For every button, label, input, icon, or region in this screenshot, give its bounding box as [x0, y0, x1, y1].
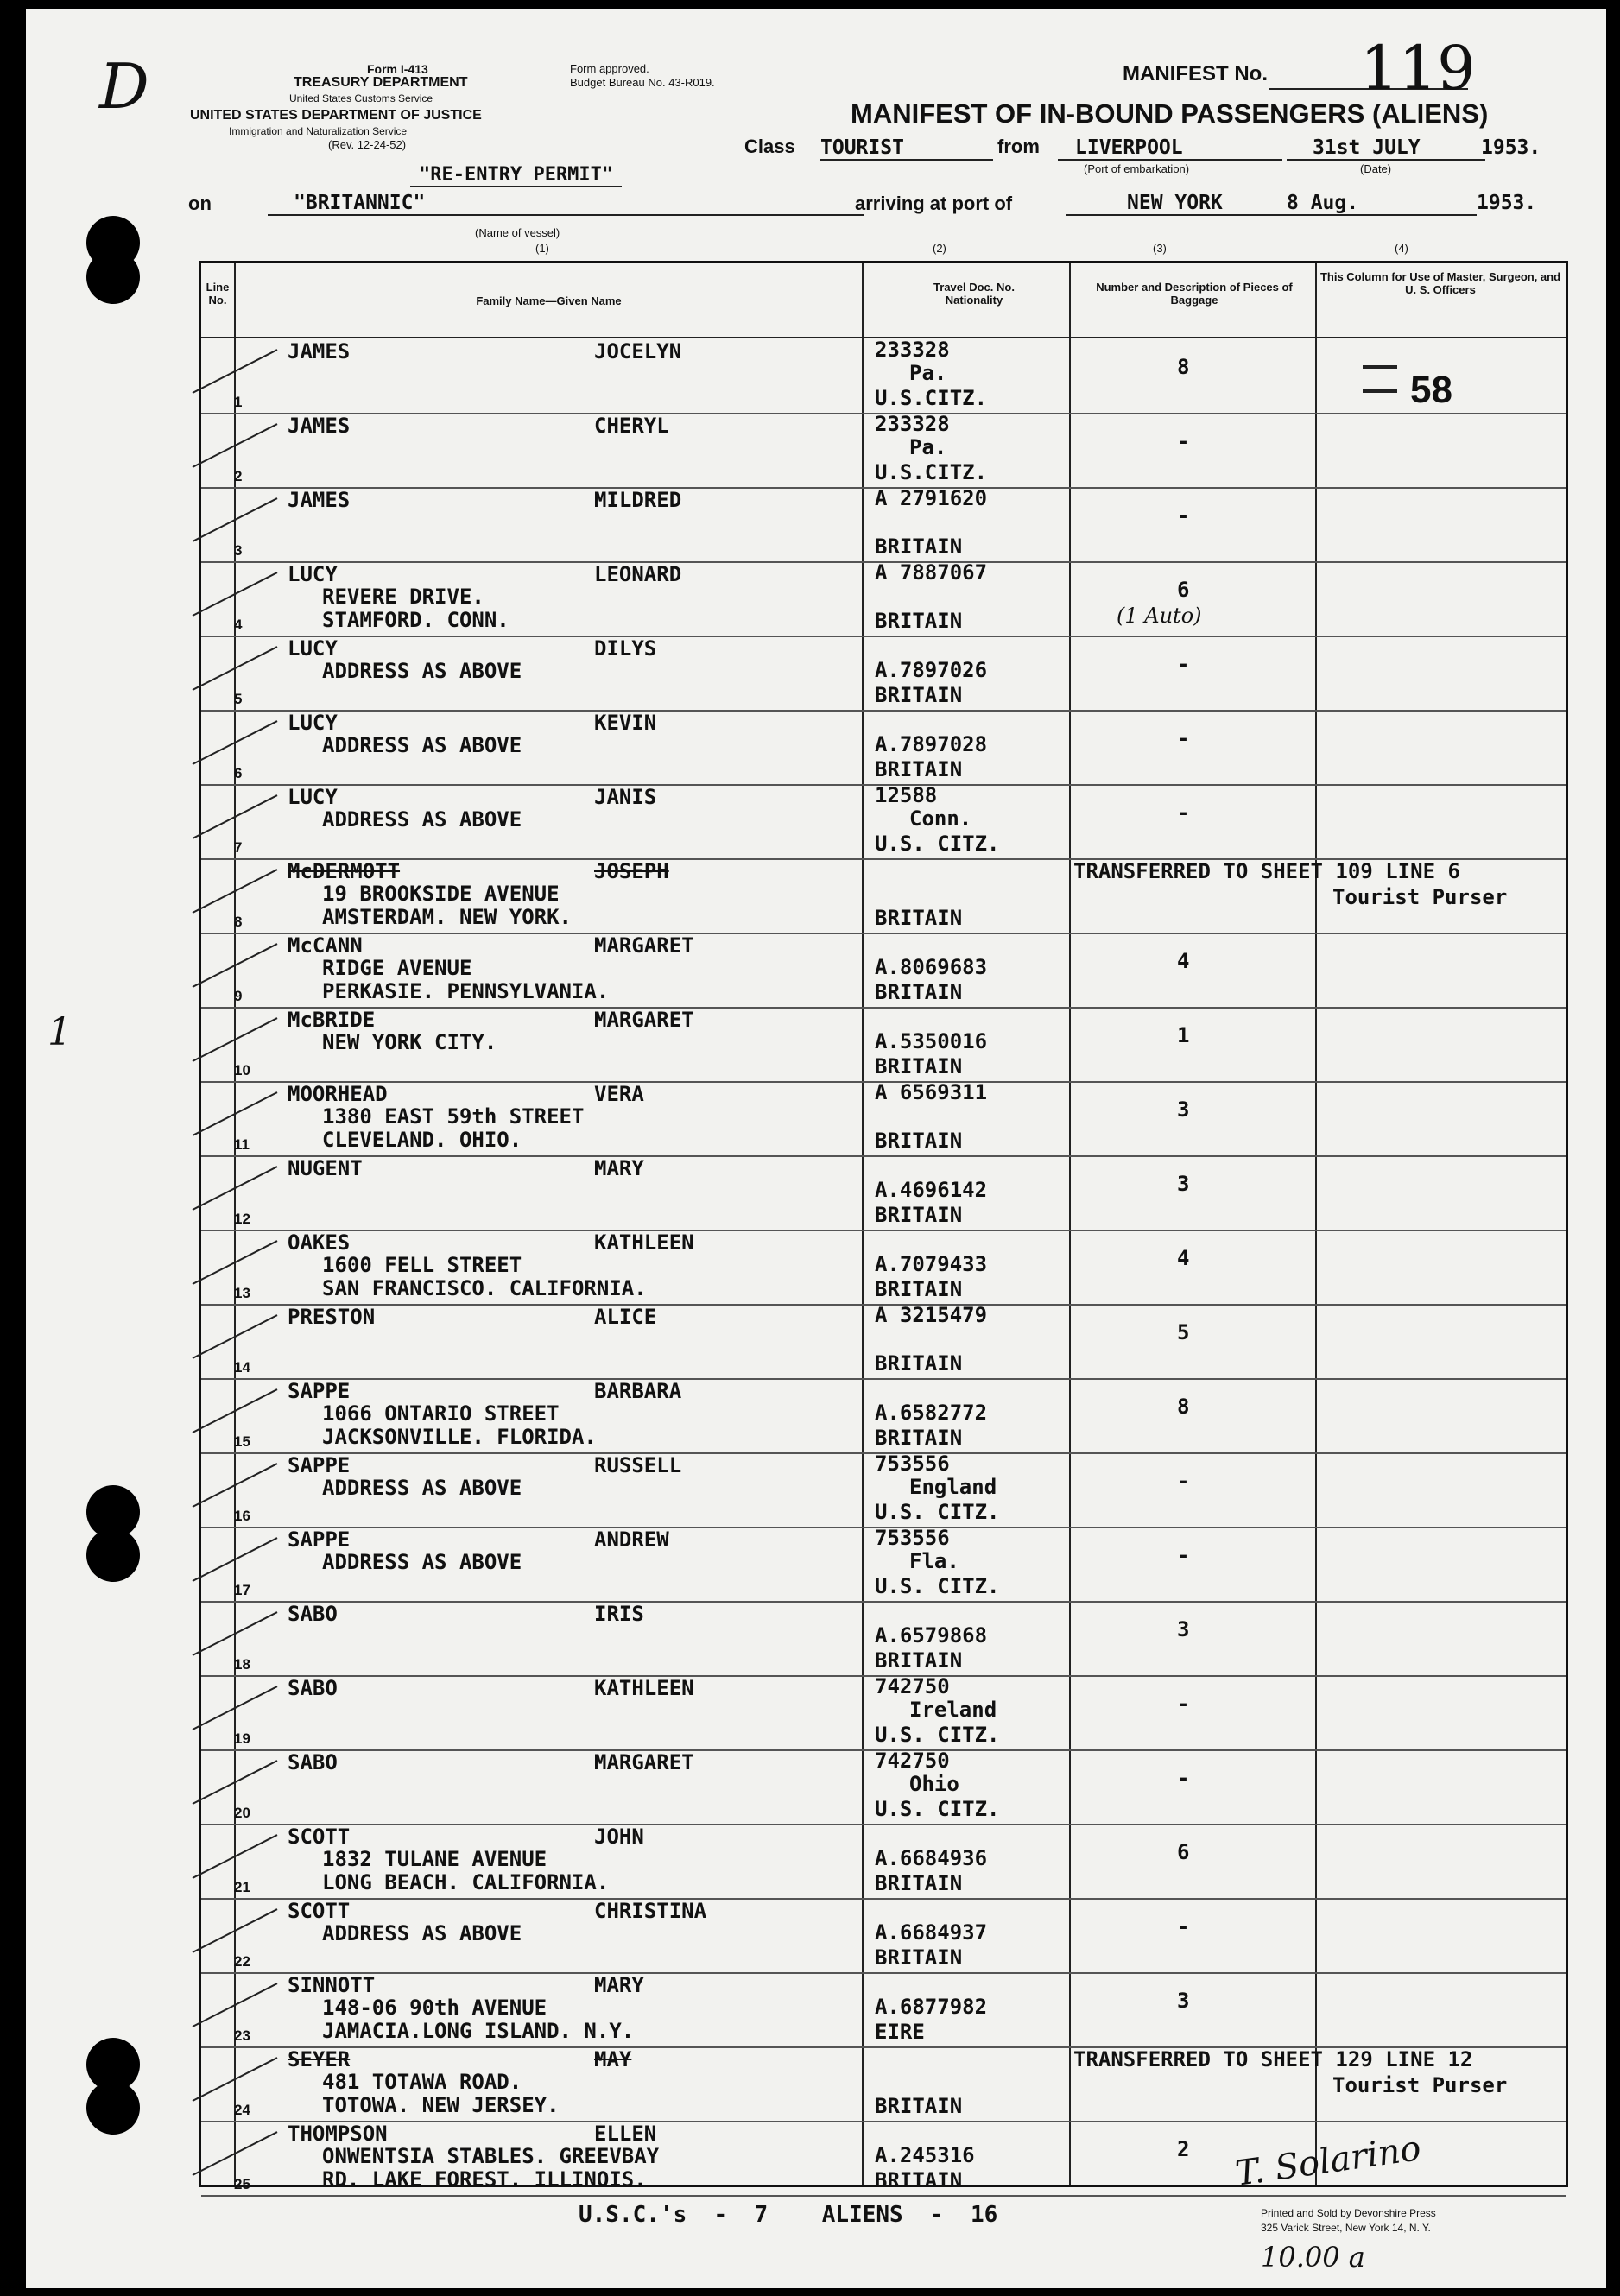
given-name: ALICE	[594, 1305, 657, 1329]
travel-doc-detail: A.6877982	[875, 1995, 988, 2019]
travel-doc-detail: A.6684937	[875, 1920, 988, 1945]
travel-doc-number: 753556	[875, 1526, 950, 1550]
table-row	[201, 1972, 1566, 2048]
family-name: JAMES	[288, 339, 351, 364]
family-name: SCOTT	[288, 1825, 351, 1849]
header-baggage: Number and Description of Pieces of Baggage	[1096, 281, 1293, 307]
check-tick	[193, 794, 278, 839]
travel-doc-detail: Fla.	[909, 1549, 959, 1573]
address-line-1: ADDRESS AS ABOVE	[322, 807, 522, 832]
check-tick	[193, 423, 278, 468]
left-margin-mark: 1	[47, 1010, 72, 1054]
travel-doc-number: A 3215479	[875, 1303, 988, 1327]
address-line-2: RD. LAKE FOREST. ILLINOIS.	[322, 2167, 647, 2192]
table-row	[201, 1304, 1566, 1380]
family-name: SAPPE	[288, 1528, 351, 1552]
table-row	[201, 1155, 1566, 1231]
year-2: 1953.	[1477, 192, 1537, 214]
check-tick	[193, 1463, 278, 1508]
family-name: SCOTT	[288, 1899, 351, 1923]
baggage-count: 3	[1177, 1097, 1190, 1122]
baggage-count: -	[1177, 726, 1190, 750]
baggage-count: -	[1177, 652, 1190, 676]
family-name: THOMPSON	[288, 2122, 388, 2146]
table-row	[201, 1378, 1566, 1454]
baggage-count: -	[1177, 1692, 1190, 1716]
nationality: U.S. CITZ.	[875, 1723, 1000, 1747]
nationality: BRITAIN	[875, 1351, 963, 1376]
table-row	[201, 1527, 1566, 1603]
date-caption: (Date)	[1360, 162, 1392, 175]
nationality: U.S. CITZ.	[875, 1797, 1000, 1821]
given-name: CHERYL	[594, 414, 669, 438]
address-line-1: 1832 TULANE AVENUE	[322, 1847, 547, 1871]
travel-doc-detail: A.7897028	[875, 732, 988, 756]
line-number: 21	[234, 1879, 250, 1895]
given-name: DILYS	[594, 636, 657, 661]
travel-doc-number: A 7887067	[875, 560, 988, 585]
line-number: 18	[234, 1656, 250, 1673]
travel-doc-detail: Ireland	[909, 1698, 997, 1722]
given-name: JOHN	[594, 1825, 644, 1849]
family-name: McCANN	[288, 933, 363, 958]
address-line-1: RIDGE AVENUE	[322, 956, 472, 980]
baggage-count: -	[1177, 1766, 1190, 1790]
address-line-1: ADDRESS AS ABOVE	[322, 1476, 522, 1500]
col-number-4: (4)	[1395, 242, 1408, 255]
travel-doc-detail: A.6582772	[875, 1401, 988, 1425]
table-row	[201, 1081, 1566, 1157]
given-name: ANDREW	[594, 1528, 669, 1552]
family-name: SEYER	[288, 2047, 351, 2071]
table-row	[201, 1675, 1566, 1751]
nationality: U.S. CITZ.	[875, 1500, 1000, 1524]
on-label: on	[188, 193, 212, 214]
address-line-1: NEW YORK CITY.	[322, 1030, 497, 1054]
travel-doc-detail: Pa.	[909, 435, 947, 459]
check-tick	[193, 2057, 278, 2102]
line-number: 15	[234, 1433, 250, 1450]
header-name: Family Name—Given Name	[476, 294, 622, 307]
address-line-1: ADDRESS AS ABOVE	[322, 1550, 522, 1574]
travel-doc-number: 753556	[875, 1452, 950, 1476]
check-tick	[193, 1834, 278, 1879]
family-name: JAMES	[288, 488, 351, 512]
nationality: BRITAIN	[875, 906, 963, 930]
family-name: SABO	[288, 1676, 338, 1700]
check-tick	[193, 646, 278, 691]
travel-doc-number: 12588	[875, 783, 938, 807]
given-name: ELLEN	[594, 2122, 657, 2146]
address-line-2: SAN FRANCISCO. CALIFORNIA.	[322, 1276, 647, 1300]
check-tick	[193, 497, 278, 542]
totals-footer: U.S.C.'s - 7 ALIENS - 16	[579, 2202, 998, 2228]
table-row	[201, 1452, 1566, 1528]
table-row	[201, 1230, 1566, 1306]
form-approved: Form approved.	[570, 62, 649, 75]
nationality: BRITAIN	[875, 683, 963, 707]
line-number: 2	[234, 468, 243, 484]
printer-name: Printed and Sold by Devonshire Press	[1261, 2207, 1436, 2219]
line-number: 12	[234, 1211, 250, 1227]
manifest-number: 119	[1360, 33, 1476, 104]
address-line-2: AMSTERDAM. NEW YORK.	[322, 905, 572, 929]
check-tick	[193, 1611, 278, 1656]
line-number: 25	[234, 2176, 250, 2192]
manifest-page	[26, 9, 1606, 2288]
nationality: BRITAIN	[875, 1648, 963, 1673]
family-name: LUCY	[288, 785, 338, 809]
line-number: 13	[234, 1285, 250, 1301]
table-row	[201, 1601, 1566, 1677]
address-line-1: 1066 ONTARIO STREET	[322, 1401, 560, 1426]
family-name: SAPPE	[288, 1453, 351, 1477]
baggage-count: -	[1177, 1543, 1190, 1567]
baggage-count: 1	[1177, 1023, 1190, 1047]
travel-doc-number: A 6569311	[875, 1080, 988, 1104]
check-tick	[193, 720, 278, 765]
travel-doc-number: 233328	[875, 338, 950, 362]
line-number: 10	[234, 1062, 250, 1078]
table-row	[201, 487, 1566, 563]
address-line-1: 481 TOTAWA ROAD.	[322, 2070, 522, 2094]
given-name: CHRISTINA	[594, 1899, 707, 1923]
transfer-note: TRANSFERRED TO SHEET 129 LINE 12	[1073, 2047, 1473, 2071]
baggage-count: 3	[1177, 1989, 1190, 2013]
given-name: MARGARET	[594, 933, 694, 958]
line-number: 6	[234, 765, 243, 781]
given-name: MARGARET	[594, 1008, 694, 1032]
given-name: MARY	[594, 1156, 644, 1180]
line-number: 16	[234, 1508, 250, 1524]
justice-dept: UNITED STATES DEPARTMENT OF JUSTICE	[190, 108, 482, 123]
given-name: VERA	[594, 1082, 644, 1106]
baggage-count: 5	[1177, 1320, 1190, 1344]
address-line-2: STAMFORD. CONN.	[322, 608, 509, 632]
given-name: JOSEPH	[594, 859, 669, 883]
nationality: BRITAIN	[875, 534, 963, 559]
transfer-note: TRANSFERRED TO SHEET 109 LINE 6	[1073, 859, 1460, 883]
nationality: BRITAIN	[875, 1277, 963, 1301]
table-row	[201, 1824, 1566, 1900]
line-number: 8	[234, 914, 243, 930]
check-tick	[193, 1388, 278, 1433]
table-row	[201, 858, 1566, 934]
baggage-detail: (1 Auto)	[1117, 604, 1202, 628]
travel-doc-detail: Conn.	[909, 806, 972, 831]
header-officers: This Column for Use of Master, Surgeon, and U. S. Officers	[1319, 270, 1561, 296]
baggage-count: 6	[1177, 578, 1190, 602]
col-number-3: (3)	[1153, 242, 1167, 255]
port-value: NEW YORK	[1066, 192, 1300, 216]
nationality: BRITAIN	[875, 1871, 963, 1895]
address-line-1: 148-06 90th AVENUE	[322, 1996, 547, 2020]
table-row	[201, 1007, 1566, 1083]
binder-hole	[86, 1528, 140, 1582]
line-number: 5	[234, 691, 243, 707]
from-label: from	[997, 136, 1040, 157]
arrival-date: 8 Aug.	[1261, 192, 1477, 216]
address-line-2: CLEVELAND. OHIO.	[322, 1128, 522, 1152]
nationality: EIRE	[875, 2020, 925, 2044]
passenger-table	[199, 261, 1568, 2192]
officer-note: 58	[1410, 369, 1452, 411]
check-tick	[193, 349, 278, 394]
table-row	[201, 636, 1566, 712]
baggage-count: 8	[1177, 355, 1190, 379]
baggage-count: 8	[1177, 1395, 1190, 1419]
travel-doc-detail: A.8069683	[875, 955, 988, 979]
travel-doc-detail: A.245316	[875, 2143, 975, 2167]
family-name: SABO	[288, 1750, 338, 1774]
address-line-2: JAMACIA.LONG ISLAND. N.Y.	[322, 2019, 635, 2043]
nationality: U.S.CITZ.	[875, 460, 988, 484]
check-tick	[193, 943, 278, 988]
baggage-count: 3	[1177, 1172, 1190, 1196]
line-number: 14	[234, 1359, 250, 1376]
travel-doc-detail: A.5350016	[875, 1029, 988, 1053]
family-name: LUCY	[288, 562, 338, 586]
address-line-2: JACKSONVILLE. FLORIDA.	[322, 1425, 597, 1449]
family-name: NUGENT	[288, 1156, 363, 1180]
table-row	[201, 413, 1566, 489]
family-name: LUCY	[288, 711, 338, 735]
address-line-1: ADDRESS AS ABOVE	[322, 1921, 522, 1945]
baggage-count: -	[1177, 503, 1190, 528]
line-number: 3	[234, 542, 243, 559]
travel-doc-number: 233328	[875, 412, 950, 436]
nationality: BRITAIN	[875, 1054, 963, 1078]
family-name: MOORHEAD	[288, 1082, 388, 1106]
ins-service: Immigration and Naturalization Service	[229, 125, 408, 137]
given-name: KATHLEEN	[594, 1230, 694, 1255]
port-embarkation-caption: (Port of embarkation)	[1084, 162, 1190, 175]
line-number: 22	[234, 1953, 250, 1970]
budget-bureau: Budget Bureau No. 43-R019.	[570, 76, 715, 89]
header-line-no: Line No.	[206, 281, 230, 307]
travel-doc-detail: A.7079433	[875, 1252, 988, 1276]
corner-mark: D	[99, 50, 149, 123]
nationality: BRITAIN	[875, 1129, 963, 1153]
family-name: LUCY	[288, 636, 338, 661]
year-1: 1953.	[1481, 136, 1541, 159]
given-name: MARY	[594, 1973, 644, 1997]
nationality: BRITAIN	[875, 2168, 963, 2192]
line-number: 1	[234, 394, 243, 410]
line-number: 4	[234, 617, 243, 633]
travel-doc-detail: Pa.	[909, 361, 947, 385]
address-line-1: 19 BROOKSIDE AVENUE	[322, 882, 560, 906]
given-name: LEONARD	[594, 562, 682, 586]
binder-hole	[86, 250, 140, 304]
table-row	[201, 1749, 1566, 1825]
travel-doc-detail: England	[909, 1475, 997, 1499]
manifest-no-label: MANIFEST No.	[1123, 62, 1268, 85]
col-number-2: (2)	[933, 242, 946, 255]
printer-address: 325 Varick Street, New York 14, N. Y.	[1261, 2222, 1431, 2234]
line-number: 7	[234, 839, 243, 856]
address-line-2: TOTOWA. NEW JERSEY.	[322, 2093, 560, 2117]
address-line-2: PERKASIE. PENNSYLVANIA.	[322, 979, 610, 1003]
travel-doc-detail: A.6579868	[875, 1623, 988, 1648]
check-tick	[193, 1760, 278, 1805]
given-name: MAY	[594, 2047, 632, 2071]
family-name: SINNOTT	[288, 1973, 376, 1997]
check-tick	[193, 1091, 278, 1136]
given-name: RUSSELL	[594, 1453, 682, 1477]
check-tick	[193, 1537, 278, 1582]
table-row	[201, 561, 1566, 637]
nationality: U.S.CITZ.	[875, 386, 988, 410]
given-name: KATHLEEN	[594, 1676, 694, 1700]
line-number: 19	[234, 1730, 250, 1747]
check-tick	[193, 869, 278, 914]
table-row	[201, 1898, 1566, 1974]
line-number: 17	[234, 1582, 250, 1598]
nationality: BRITAIN	[875, 609, 963, 633]
line-number: 23	[234, 2027, 250, 2044]
family-name: McDERMOTT	[288, 859, 401, 883]
table-row	[201, 933, 1566, 1009]
baggage-count: 3	[1177, 1617, 1190, 1641]
officer-dash	[1363, 389, 1397, 393]
vessel-name: "BRITANNIC"	[268, 192, 864, 216]
from-value: LIVERPOOL	[1058, 136, 1282, 161]
given-name: KEVIN	[594, 711, 657, 735]
nationality: BRITAIN	[875, 2094, 963, 2118]
table-row	[201, 710, 1566, 786]
address-line-1: ONWENTSIA STABLES. GREEVBAY	[322, 2144, 660, 2168]
travel-doc-detail: Ohio	[909, 1772, 959, 1796]
given-name: MARGARET	[594, 1750, 694, 1774]
form-number: Form I-413	[367, 62, 428, 76]
check-tick	[193, 1314, 278, 1359]
check-tick	[193, 1686, 278, 1730]
line-number: 11	[234, 1136, 250, 1153]
col-number-1: (1)	[535, 242, 549, 255]
check-tick	[193, 1908, 278, 1953]
address-line-1: ADDRESS AS ABOVE	[322, 659, 522, 683]
address-line-1: ADDRESS AS ABOVE	[322, 733, 522, 757]
line-number: 20	[234, 1805, 250, 1821]
address-line-2: LONG BEACH. CALIFORNIA.	[322, 1870, 610, 1894]
check-tick	[193, 1983, 278, 2027]
line-number: 9	[234, 988, 243, 1004]
table-row	[201, 338, 1566, 414]
address-line-1: 1380 EAST 59th STREET	[322, 1104, 585, 1129]
family-name: SAPPE	[288, 1379, 351, 1403]
form-revision: (Rev. 12-24-52)	[328, 138, 407, 151]
baggage-count: -	[1177, 1914, 1190, 1939]
given-name: MILDRED	[594, 488, 682, 512]
class-label: Class	[744, 136, 795, 157]
transfer-purser: Tourist Purser	[1332, 885, 1508, 909]
travel-doc-number: A 2791620	[875, 486, 988, 510]
check-tick	[193, 2131, 278, 2176]
binder-hole	[86, 2081, 140, 2135]
given-name: JANIS	[594, 785, 657, 809]
family-name: OAKES	[288, 1230, 351, 1255]
nationality: BRITAIN	[875, 1945, 963, 1970]
given-name: IRIS	[594, 1602, 644, 1626]
baggage-count: -	[1177, 429, 1190, 453]
line-number: 24	[234, 2102, 250, 2118]
class-value: TOURIST	[820, 136, 993, 161]
header-travel-doc: Travel Doc. No. Nationality	[933, 281, 1015, 307]
manifest-title: MANIFEST OF IN-BOUND PASSENGERS (ALIENS)	[851, 98, 1489, 129]
family-name: PRESTON	[288, 1305, 376, 1329]
baggage-count: 2	[1177, 2137, 1190, 2161]
baggage-count: 6	[1177, 1840, 1190, 1864]
check-tick	[193, 1017, 278, 1062]
nationality: BRITAIN	[875, 1426, 963, 1450]
check-tick	[193, 1240, 278, 1285]
nationality: BRITAIN	[875, 980, 963, 1004]
given-name: JOCELYN	[594, 339, 682, 364]
travel-doc-number: 742750	[875, 1674, 950, 1698]
travel-doc-number: 742750	[875, 1749, 950, 1773]
travel-doc-detail: A.6684936	[875, 1846, 988, 1870]
baggage-count: 4	[1177, 1246, 1190, 1270]
table-row	[201, 784, 1566, 860]
officer-dash	[1363, 365, 1397, 369]
handwritten-time: 10.00 a	[1261, 2241, 1365, 2274]
arriving-label: arriving at port of	[855, 193, 1013, 214]
address-line-1: 1600 FELL STREET	[322, 1253, 522, 1277]
nationality: BRITAIN	[875, 757, 963, 781]
nationality: BRITAIN	[875, 1203, 963, 1227]
given-name: BARBARA	[594, 1379, 682, 1403]
travel-doc-detail: A.7897026	[875, 658, 988, 682]
family-name: SABO	[288, 1602, 338, 1626]
customs-service: United States Customs Service	[289, 92, 433, 104]
family-name: McBRIDE	[288, 1008, 376, 1032]
baggage-count: -	[1177, 1469, 1190, 1493]
nationality: U.S. CITZ.	[875, 832, 1000, 856]
date-value: 31st JULY	[1287, 136, 1485, 161]
check-tick	[193, 1166, 278, 1211]
baggage-count: -	[1177, 800, 1190, 825]
vessel-caption: (Name of vessel)	[475, 226, 560, 239]
re-entry-permit: "RE-ENTRY PERMIT"	[410, 164, 622, 187]
nationality: U.S. CITZ.	[875, 1574, 1000, 1598]
family-name: JAMES	[288, 414, 351, 438]
travel-doc-detail: A.4696142	[875, 1178, 988, 1202]
treasury-dept: TREASURY DEPARTMENT	[294, 75, 468, 90]
address-line-1: REVERE DRIVE.	[322, 585, 484, 609]
transfer-purser: Tourist Purser	[1332, 2073, 1508, 2097]
table-row	[201, 2046, 1566, 2122]
check-tick	[193, 572, 278, 617]
baggage-count: 4	[1177, 949, 1190, 973]
handwritten-signature: T. Solarino	[1232, 2128, 1424, 2194]
